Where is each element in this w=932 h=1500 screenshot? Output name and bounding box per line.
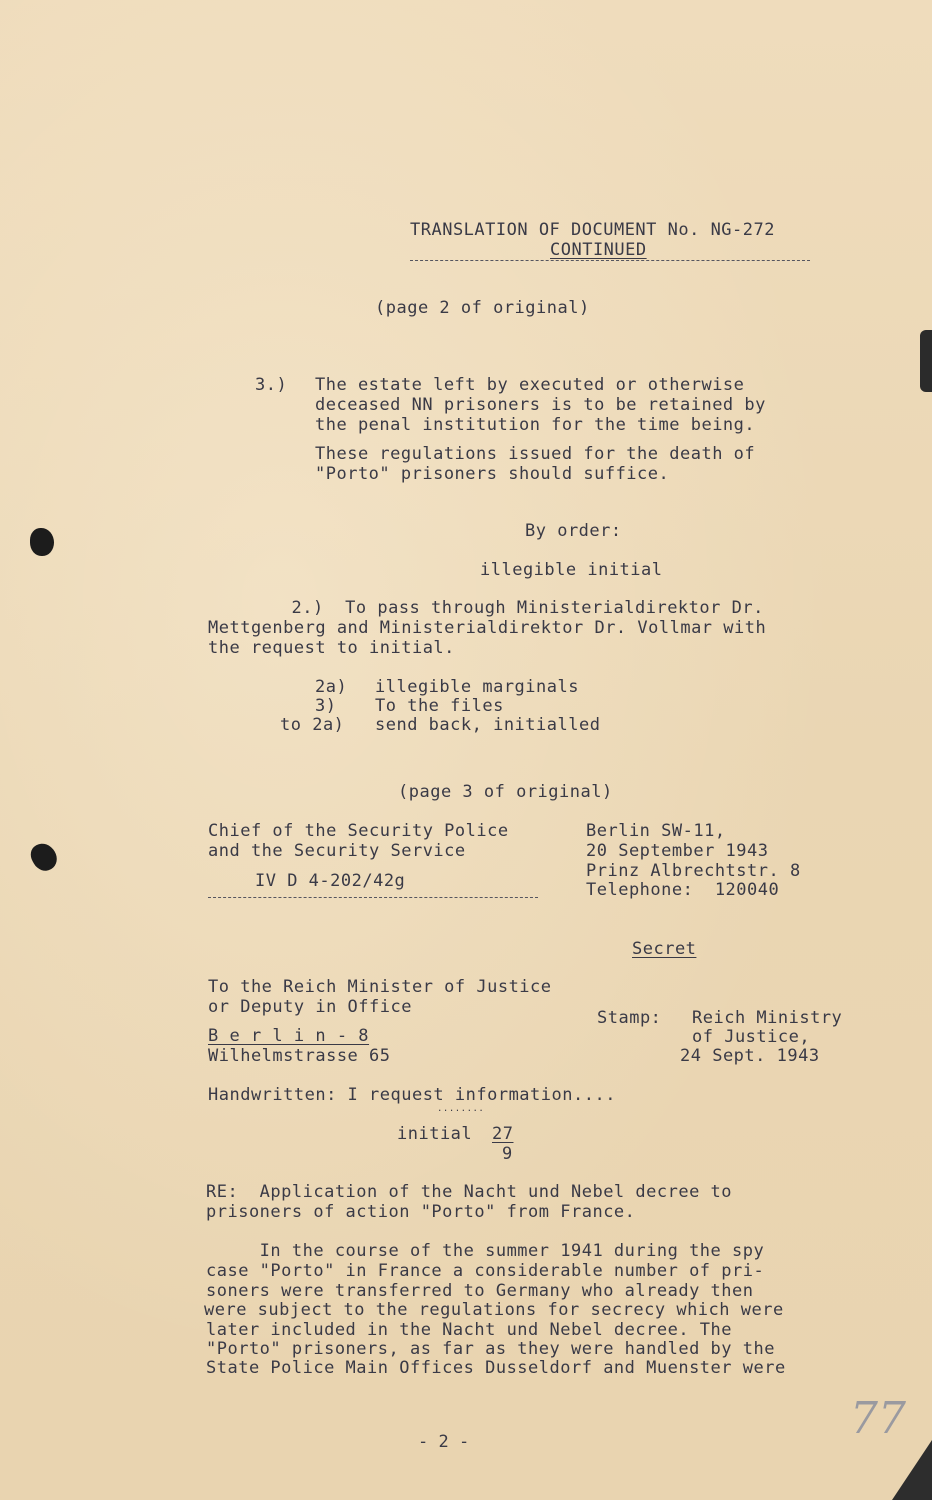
stamp-line: of Justice, xyxy=(692,1027,811,1047)
stamp-date: 24 Sept. 1943 xyxy=(680,1046,820,1066)
sender-divider xyxy=(208,897,538,898)
item-2-line: 2.) To pass through Ministerialdirektor Dr. xyxy=(270,598,764,618)
body-line: case "Porto" in France a considerable number of pri- xyxy=(206,1261,765,1281)
item-2-line: the request to initial. xyxy=(208,638,455,658)
item-2-line: Mettgenberg and Ministerialdirektor Dr. Vollmar with xyxy=(208,618,767,638)
address-telephone: Telephone: 120040 xyxy=(586,880,780,900)
initial-date-day: 27 xyxy=(492,1124,514,1144)
initial-dots: ........ xyxy=(437,1104,485,1114)
body-line: soners were transferred to Germany who already then xyxy=(206,1281,754,1301)
body-line: "Porto" prisoners, as far as they were handled by the xyxy=(206,1339,775,1359)
doc-title-continued: CONTINUED xyxy=(550,240,647,260)
illegible-initial: illegible initial xyxy=(480,560,663,580)
body-line: were subject to the regulations for secrecy which were xyxy=(204,1300,784,1320)
stamp-line: Reich Ministry xyxy=(692,1008,843,1028)
sender-reference: IV D 4-202/42g xyxy=(255,871,406,891)
title-divider xyxy=(410,260,810,261)
page-edge-shadow xyxy=(920,330,932,392)
recipient-city: B e r l i n - 8 xyxy=(208,1026,370,1046)
recipient-line: or Deputy in Office xyxy=(208,997,412,1017)
address-line: Prinz Albrechtstr. 8 xyxy=(586,861,801,881)
punch-hole-top xyxy=(30,528,54,556)
sender-line: and the Security Service xyxy=(208,841,466,861)
page-number: - 2 - xyxy=(418,1432,470,1452)
item-3-line: deceased NN prisoners is to be retained by xyxy=(315,395,766,415)
regulations-line: These regulations issued for the death of xyxy=(315,444,756,464)
marginal-number: 3) xyxy=(315,696,337,716)
page-3-marker: (page 3 of original) xyxy=(398,782,613,802)
handwritten-note: Handwritten: I request information.... xyxy=(208,1085,616,1105)
recipient-street: Wilhelmstrasse 65 xyxy=(208,1046,391,1066)
doc-title: TRANSLATION OF DOCUMENT No. NG-272 xyxy=(410,220,775,240)
regulations-line: "Porto" prisoners should suffice. xyxy=(315,464,670,484)
marginal-text: send back, initialled xyxy=(375,715,601,735)
body-line: later included in the Nacht und Nebel decree. The xyxy=(206,1320,733,1340)
by-order: By order: xyxy=(525,521,622,541)
stamp-label: Stamp: xyxy=(597,1008,662,1028)
re-line: prisoners of action "Porto" from France. xyxy=(206,1202,636,1222)
body-line: In the course of the summer 1941 during the spy xyxy=(206,1241,765,1261)
marginal-number: 2a) xyxy=(315,677,348,697)
body-line: State Police Main Offices Dusseldorf and Muenster were xyxy=(206,1358,786,1378)
item-3-line: the penal institution for the time being. xyxy=(315,415,756,435)
item-3-number: 3.) xyxy=(255,375,288,395)
handwritten-page-number: 77 xyxy=(850,1393,906,1444)
initial-text: initial xyxy=(397,1124,473,1144)
initial-date-month: 9 xyxy=(502,1144,513,1164)
item-3-line: The estate left by executed or otherwise xyxy=(315,375,745,395)
secret-label: Secret xyxy=(632,939,697,959)
page-corner-fold xyxy=(892,1440,932,1500)
address-line: Berlin SW-11, xyxy=(586,821,726,841)
marginal-number: to 2a) xyxy=(280,715,345,735)
re-line: RE: Application of the Nacht und Nebel decree to xyxy=(206,1182,733,1202)
punch-hole-bottom xyxy=(27,839,62,875)
recipient-line: To the Reich Minister of Justice xyxy=(208,977,552,997)
marginal-text: To the files xyxy=(375,696,504,716)
sender-line: Chief of the Security Police xyxy=(208,821,509,841)
marginal-text: illegible marginals xyxy=(375,677,579,697)
address-date: 20 September 1943 xyxy=(586,841,769,861)
page-2-marker: (page 2 of original) xyxy=(375,298,590,318)
